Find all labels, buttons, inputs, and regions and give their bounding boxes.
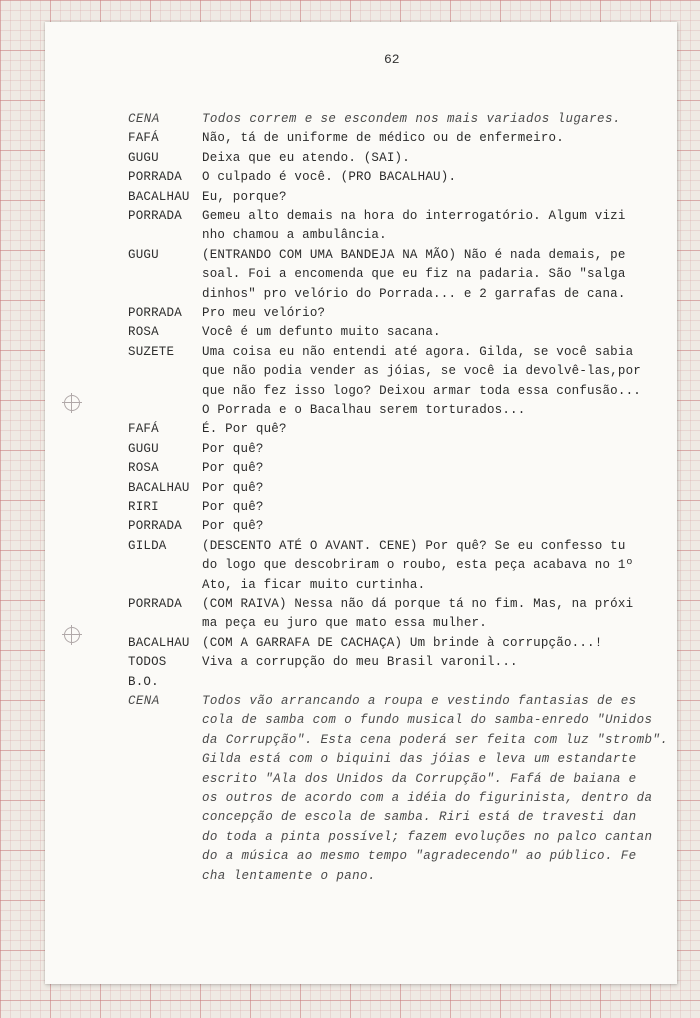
speaker-label: BACALHAU [128, 480, 190, 495]
dialogue-line: dinhos" pro velório do Porrada... e 2 garrafas de cana. [202, 286, 626, 301]
speaker-label: GILDA [128, 538, 167, 553]
dialogue-line: Por quê? [202, 461, 264, 476]
speaker-label: PORRADA [128, 170, 182, 185]
speaker-label: GUGU [128, 150, 159, 165]
dialogue-line: da Corrupção". Esta cena poderá ser feita com luz "stromb". [202, 732, 669, 747]
dialogue-line: É. Por quê? [202, 422, 287, 437]
dialogue-line: cha lentamente o pano. [202, 868, 376, 883]
dialogue-line: escrito "Ala dos Unidos da Corrupção". Fafá de baiana e [202, 771, 637, 786]
dialogue-line: nho chamou a ambulância. [202, 228, 387, 243]
speaker-label: RIRI [128, 500, 159, 514]
speaker-label: FAFÁ [128, 131, 159, 146]
dialogue-line: Gilda está com o biquini das jóias e leva um estandarte [202, 752, 637, 767]
dialogue-line: Você é um defunto muito sacana. [202, 325, 441, 340]
dialogue-line: Uma coisa eu não entendi até agora. Gilda, se você sabia [202, 344, 634, 359]
speaker-label: CENA [128, 694, 160, 708]
speaker-label: GUGU [128, 247, 159, 262]
dialogue-line: O culpado é você. (PRO BACALHAU). [202, 170, 457, 185]
dialogue-line: Deixa que eu atendo. (SAI). [202, 150, 410, 165]
speaker-label: FAFÁ [128, 422, 159, 437]
dialogue-line: Eu, porque? [202, 189, 287, 204]
punch-hole-mark [64, 395, 80, 411]
dialogue-line: Por quê? [202, 441, 264, 456]
dialogue-line: concepção de escola de samba. Riri está de travesti dan [202, 810, 637, 825]
dialogue-line: que não fez isso logo? Deixou armar toda essa confusão... [202, 383, 641, 398]
speaker-label: BACALHAU [128, 189, 190, 204]
dialogue-line: (COM RAIVA) Nessa não dá porque tá no fim. Mas, na próxi [202, 597, 634, 611]
speaker-label: PORRADA [128, 597, 182, 611]
dialogue-line: Por quê? [202, 480, 264, 495]
dialogue-line: Por quê? [202, 519, 264, 534]
dialogue-line: do toda a pinta possível; fazem evoluções no palco cantan [202, 829, 653, 844]
dialogue-line: Não, tá de uniforme de médico ou de enfermeiro. [202, 131, 564, 146]
dialogue-line: do a música ao mesmo tempo "agradecendo" ao público. Fe [202, 849, 637, 864]
dialogue-line: do logo que descobriram o roubo, esta peça acabava no 1º [202, 558, 634, 573]
dialogue-line: Gemeu alto demais na hora do interrogatório. Algum vizi [202, 209, 626, 223]
speaker-label: BACALHAU [128, 635, 190, 650]
dialogue-line: ma peça eu juro que mato essa mulher. [202, 616, 487, 631]
dialogue-line: que não podia vender as jóias, se você ia devolvê-las,por [202, 364, 641, 379]
speaker-label: GUGU [128, 441, 159, 456]
dialogue-line: (DESCENTO ATÉ O AVANT. CENE) Por quê? Se eu confesso tu [202, 538, 626, 553]
speaker-label: PORRADA [128, 519, 182, 534]
speaker-label: CENA [128, 112, 160, 126]
dialogue-line: os outros de acordo com a idéia do figurinista, dentro da [202, 791, 653, 805]
dialogue-line: soal. Foi a encomenda que eu fiz na padaria. São "salga [202, 267, 626, 282]
dialogue-line: Viva a corrupção do meu Brasil varonil... [202, 655, 518, 670]
dialogue-line: (ENTRANDO COM UMA BANDEJA NA MÃO) Não é nada demais, pe [202, 247, 626, 262]
speaker-label: ROSA [128, 461, 159, 476]
dialogue-line: cola de samba com o fundo musical do samba-enredo "Unidos [202, 713, 653, 728]
dialogue-line: Pro meu velório? [202, 306, 326, 320]
speaker-label: SUZETE [128, 344, 175, 359]
speaker-label: ROSA [128, 325, 159, 340]
dialogue-line: (COM A GARRAFA DE CACHAÇA) Um brinde à corrupção...! [202, 635, 603, 650]
page-number: 62 [384, 52, 400, 67]
dialogue-line: Por quê? [202, 500, 264, 514]
dialogue-line: Todos vão arrancando a roupa e vestindo fantasias de es [202, 694, 637, 708]
punch-hole-mark [64, 627, 80, 643]
dialogue-line: Todos correm e se escondem nos mais variados lugares. [202, 112, 621, 126]
speaker-label: B.O. [128, 674, 159, 689]
speaker-label: PORRADA [128, 306, 182, 320]
dialogue-line: Ato, ia ficar muito curtinha. [202, 577, 426, 592]
dialogue-line: O Porrada e o Bacalhau serem torturados... [202, 403, 526, 417]
speaker-label: TODOS [128, 655, 167, 670]
speaker-label: PORRADA [128, 209, 182, 223]
